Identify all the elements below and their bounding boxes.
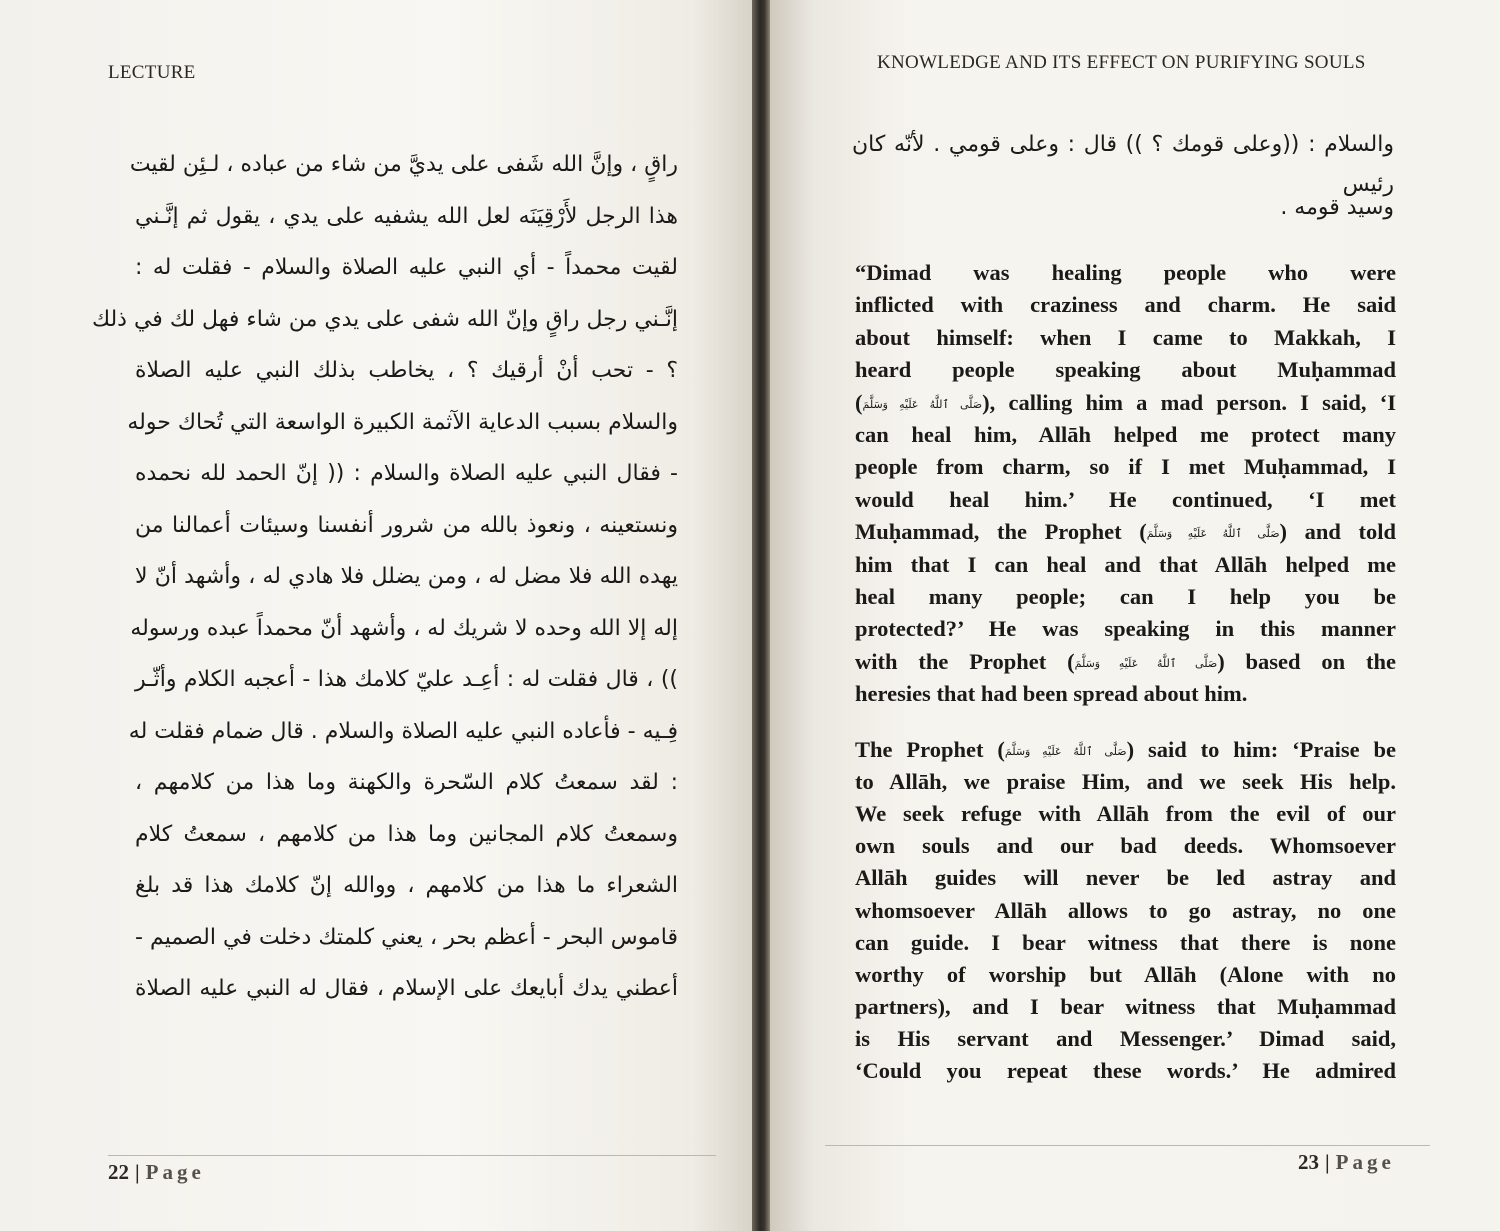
right-page-number xyxy=(1298,1150,1395,1175)
arabic-line: هذا الرجل لأَرْقِيَنَه لعل الله يشفيه على يدي ، يقول ثم إنَّـني xyxy=(135,203,678,229)
text-segment: ) based on the xyxy=(1217,648,1396,674)
right-arabic-line: وسيد قومه . xyxy=(1280,195,1394,220)
text-line xyxy=(855,420,1396,450)
page-number: 23 xyxy=(1298,1150,1319,1174)
text-segment: him that I can heal and that Allāh helped me xyxy=(855,551,1396,577)
text-line xyxy=(855,1056,1396,1086)
text-segment: to Allāh, we praise Him, and we seek His help. xyxy=(855,769,1396,795)
separator: | xyxy=(135,1160,140,1184)
text-segment: ) said to him: ‘Praise be xyxy=(1126,737,1396,762)
right-footer-rule xyxy=(825,1145,1430,1146)
left-page-number xyxy=(108,1160,205,1185)
text-segment: heard people speaking about Muḥammad xyxy=(855,357,1396,383)
text-line xyxy=(855,679,1396,709)
arabic-line: )) ، قال فقلت له : أعِـد عليّ كلامك هذا - أعجبه الكلام وأثّـر xyxy=(135,667,678,692)
text-line xyxy=(855,831,1396,861)
arabic-line: أعطني يدك أبايعك على الإسلام ، فقال له النبي عليه الصلاة xyxy=(135,976,678,1001)
text-line xyxy=(855,863,1396,893)
left-running-head: LECTURE xyxy=(108,62,196,83)
text-line xyxy=(855,614,1396,644)
text-segment: ) and told xyxy=(1279,519,1396,545)
text-segment: “Dimad was healing people who were xyxy=(855,260,1396,285)
text-line xyxy=(855,582,1396,612)
arabic-line: لقيت محمداً - أي النبي عليه الصلاة والسلام - فقلت له : xyxy=(135,255,678,280)
text-line xyxy=(855,355,1396,385)
text-segment: ( xyxy=(855,389,863,415)
text-segment: inflicted with craziness and charm. He said xyxy=(855,292,1396,318)
arabic-line: : لقد سمعتُ كلام السّحرة والكهنة وما هذا من كلامهم ، xyxy=(135,770,678,795)
text-line xyxy=(855,323,1396,353)
arabic-line: إنَّـني رجل راقٍ وإنّ الله شفى على يدي من شاء فهل لك في ذلك xyxy=(91,306,678,332)
right-running-head: KNOWLEDGE AND ITS EFFECT ON PURIFYING SOULS xyxy=(877,52,1366,73)
arabic-line: قاموس البحر - أعظم بحر ، يعني كلمتك دخلت في الصميم - xyxy=(135,924,678,950)
arabic-line: راقٍ ، وإنَّ الله شَفى على يديَّ من شاء من عباده ، لـئِن لقيت xyxy=(129,152,678,177)
text-line xyxy=(855,647,1396,679)
arabic-line: وسمعتُ كلام المجانين وما هذا من كلامهم ، سمعتُ كلام xyxy=(135,821,678,847)
text-segment: people from charm, so if I met Muḥammad, I xyxy=(855,454,1396,480)
text-segment: We seek refuge with Allāh from the evil of our xyxy=(855,801,1396,827)
text-line xyxy=(855,767,1396,797)
arabic-line: فِـيه - فأعاده النبي عليه الصلاة والسلام . قال ضمام فقلت له xyxy=(128,718,678,744)
page-word: Page xyxy=(1335,1150,1395,1174)
text-segment: is His servant and Messenger.’ Dimad said, xyxy=(855,1025,1396,1051)
honorific-salawat: صَلَّى ٱللَّهُ عَلَيْهِ وَسَلَّمَ xyxy=(1146,527,1280,541)
text-segment: can heal him, Allāh helped me protect many xyxy=(855,422,1396,447)
text-line xyxy=(855,896,1396,926)
text-line xyxy=(855,452,1396,482)
text-segment: ), calling him a mad person. I said, ‘I xyxy=(982,389,1397,415)
arabic-line: ونستعينه ، ونعوذ بالله من شرور أنفسنا وسيئات أعمالنا من xyxy=(135,512,678,538)
text-line xyxy=(855,735,1396,767)
arabic-line: والسلام بسبب الدعاية الآثمة الكبيرة الواسعة التي تُحاك حوله xyxy=(127,409,678,435)
honorific-salawat: صَلَّى ٱللَّهُ عَلَيْهِ وَسَلَّمَ xyxy=(1004,745,1127,758)
text-segment: Muḥammad, the Prophet ( xyxy=(855,519,1147,545)
separator: | xyxy=(1325,1150,1330,1174)
text-line xyxy=(855,258,1396,288)
text-segment: protected?’ He was speaking in this manner xyxy=(855,616,1396,642)
text-segment: heresies that had been spread about him. xyxy=(855,681,1248,707)
text-segment: own souls and our bad deeds. Whomsoever xyxy=(855,833,1396,859)
text-segment: Allāh guides will never be led astray and xyxy=(855,865,1396,891)
text-line xyxy=(855,485,1396,515)
page-number: 22 xyxy=(108,1160,129,1184)
arabic-line: - فقال النبي عليه الصلاة والسلام : (( إنّ الحمد لله نحمده xyxy=(135,461,678,486)
text-segment: The Prophet ( xyxy=(855,737,1005,762)
text-line xyxy=(855,960,1396,990)
text-segment: worthy of worship but Allāh (Alone with no xyxy=(855,961,1396,987)
text-line xyxy=(855,550,1396,580)
text-line xyxy=(855,388,1396,420)
arabic-line: يهده الله فلا مضل له ، ومن يضلل فلا هادي له ، وأشهد أنّ لا xyxy=(135,564,678,589)
text-segment: can guide. I bear witness that there is none xyxy=(855,929,1396,955)
text-line xyxy=(855,928,1396,958)
text-line xyxy=(855,799,1396,829)
text-segment: heal many people; can I help you be xyxy=(855,584,1396,609)
text-line xyxy=(855,992,1396,1022)
text-line xyxy=(855,1024,1396,1054)
page-word: Page xyxy=(145,1160,205,1184)
text-segment: with the Prophet ( xyxy=(855,648,1075,674)
honorific-salawat: صَلَّى ٱللَّهُ عَلَيْهِ وَسَلَّمَ xyxy=(862,397,983,411)
right-arabic-line: والسلام : ((وعلى قومك ؟ )) قال : وعلى قومي . لأنّه كان رئيس xyxy=(852,132,1394,197)
arabic-line: الشعراء ما هذا من كلامهم ، ووالله إنّ كلامك هذا قد بلغ xyxy=(135,873,678,898)
text-segment: ‘Could you repeat these words.’ He admired xyxy=(855,1058,1396,1083)
text-segment: would heal him.’ He continued, ‘I met xyxy=(855,486,1396,512)
book-spine xyxy=(752,0,770,1231)
text-segment: partners), and I bear witness that Muḥammad xyxy=(855,993,1396,1019)
left-footer-rule xyxy=(108,1155,716,1156)
text-segment: about himself: when I came to Makkah, I xyxy=(855,324,1396,350)
arabic-line: ؟ - تحب أنْ أرقيك ؟ ، يخاطب بذلك النبي عليه الصلاة xyxy=(135,358,678,383)
honorific-salawat: صَلَّى ٱللَّهُ عَلَيْهِ وَسَلَّمَ xyxy=(1074,656,1218,670)
arabic-line: إله إلا الله وحده لا شريك له ، وأشهد أنّ محمداً عبده ورسوله xyxy=(130,615,678,641)
text-line xyxy=(855,517,1396,549)
text-segment: whomsoever Allāh allows to go astray, no one xyxy=(855,897,1396,923)
text-line xyxy=(855,290,1396,320)
